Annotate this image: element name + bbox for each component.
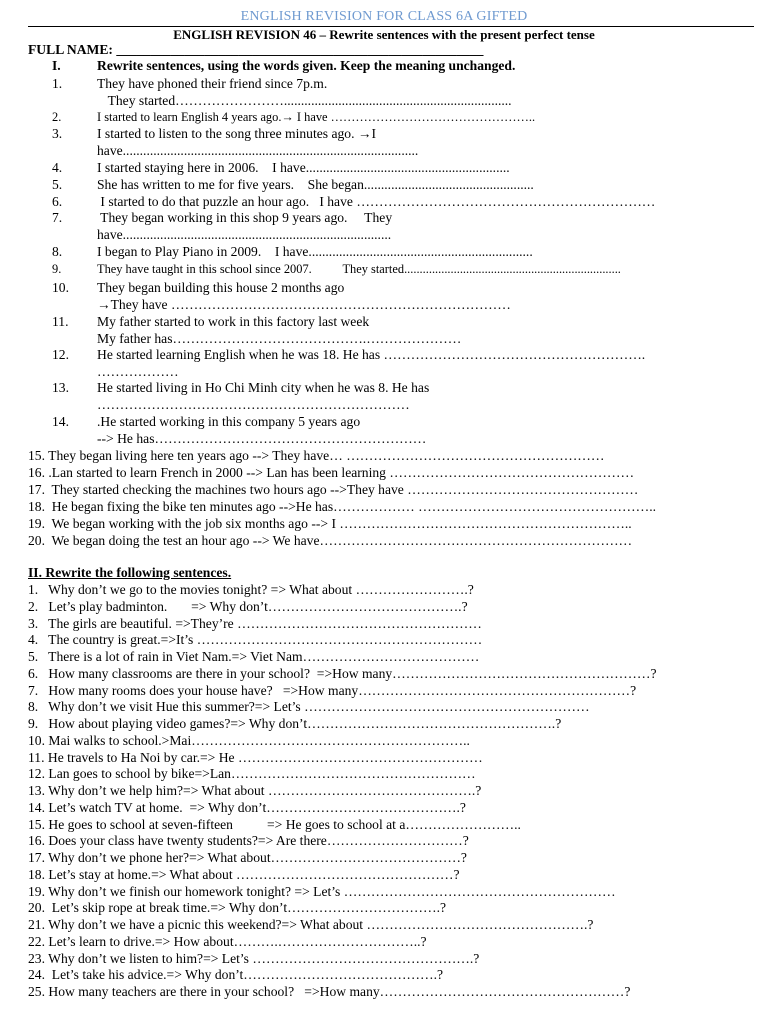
item-number: 11. <box>52 314 69 329</box>
item-number: 3. <box>52 126 63 141</box>
list-item: 24. Let’s take his advice.=> Why don’t…………………………………….? <box>28 967 444 983</box>
item-text: I started to listen to the song three minutes ago. →I <box>97 126 376 141</box>
item-answer-line: have....................................................................................... <box>97 143 419 158</box>
list-item: 15. He goes to school at seven-fifteen => He goes to school at a…………………….. <box>28 816 521 832</box>
list-item: 10. Mai walks to school.>Mai…………………………………………………….. <box>28 732 470 748</box>
full-name-line: FULL NAME: ______________________________________________________ <box>28 42 484 57</box>
item-answer-line: →They have ………………………………………………………………… <box>97 297 511 312</box>
list-item: 7. How many rooms does your house have? =>How many……………………………………………………? <box>28 682 637 698</box>
item-answer-line: …………………………………………………………… <box>97 397 410 412</box>
list-item: 20. We began doing the test an hour ago --> We have…………………………………………………………… <box>28 533 633 548</box>
list-item: 11. He travels to Ha Noi by car.=> He ……………………………………………… <box>28 749 483 765</box>
item-text: .He started working in this company 5 years ago <box>97 414 361 429</box>
item-number: 5. <box>52 177 63 192</box>
list-item: 15. They began living here ten years ago --> They have… ………………………………………………… <box>28 448 605 463</box>
item-text: She has written to me for five years. She began.................................................. <box>97 177 534 192</box>
list-item: 25. How many teachers are there in your school? =>How many………………………………………………? <box>28 984 631 999</box>
item-number: 1. <box>52 76 63 91</box>
list-item: 20. Let’s skip rope at break time.=> Why don’t…………………………….? <box>28 900 447 916</box>
item-text: I began to Play Piano in 2009. I have.................................................................. <box>97 244 533 259</box>
list-item: 16. Does your class have twenty students?=> Are there…………………………? <box>28 833 469 849</box>
list-item: 16. .Lan started to learn French in 2000 --> Lan has been learning ……………………………………………… <box>28 465 635 480</box>
item-number: 13. <box>52 380 69 395</box>
item-number: 14. <box>52 414 69 429</box>
item-text: He started living in Ho Chi Minh city when he was 8. He has <box>97 380 430 395</box>
list-item: 1. Why don’t we go to the movies tonight? => What about …………………….? <box>28 582 474 597</box>
list-item: 22. Let’s learn to drive.=> How about……….…………………………..? <box>28 933 427 949</box>
list-item: 19. Why don’t we finish our homework tonight? => Let’s …………………………………………………… <box>28 883 616 899</box>
list-item: 9. How about playing video games?=> Why don’t……………………………………………….? <box>28 716 562 731</box>
item-text: They have taught in this school since 2007. They started...................................................................... <box>97 262 621 276</box>
list-item: 6. How many classrooms are there in your school? =>How many…………………………………………………? <box>28 665 657 681</box>
list-item: 14. Let’s watch TV at home. => Why don’t…………………………………….? <box>28 799 466 815</box>
section2-heading: II. Rewrite the following sentences. <box>28 565 232 580</box>
list-item: 23. Why don’t we listen to him?=> Let’s ………………………………………….? <box>28 950 480 966</box>
list-item: 4. The country is great.=>It’s ……………………………………………………… <box>28 632 483 648</box>
list-item: 18. He began fixing the bike ten minutes ago -->He has……………… …………………………………………….. <box>28 499 656 514</box>
list-item: 21. Why don’t we have a picnic this weekend?=> What about ………………………………………….? <box>28 917 594 932</box>
list-item: 12. Lan goes to school by bike=>Lan……………………………………………… <box>28 766 476 782</box>
list-item: 17. They started checking the machines two hours ago -->They have …………………………………………… <box>28 482 639 497</box>
item-answer-line: have............................................................................... <box>97 227 392 242</box>
item-number: 10. <box>52 280 69 295</box>
document-title: ENGLISH REVISION 46 – Rewrite sentences with the present perfect tense <box>173 27 595 42</box>
list-item: 19. We began working with the job six months ago --> I ……………………………………………………….. <box>28 516 632 531</box>
list-item: 17. Why don’t we phone her?=> What about……………………………………? <box>28 850 467 865</box>
item-text: He started learning English when he was 18. He has …………………………………………………. <box>97 347 646 362</box>
list-item: 18. Let’s stay at home.=> What about …………………………………………? <box>28 866 460 882</box>
item-text: I started to do that puzzle an hour ago. I have ………………………………………………………… <box>97 194 656 209</box>
list-item: 8. Why don’t we visit Hue this summer?=> Let’s ……………………………………………………… <box>28 699 590 715</box>
item-text: My father started to work in this factory last week <box>97 314 370 329</box>
list-item: 5. There is a lot of rain in Viet Nam.=> Viet Nam………………………………… <box>28 649 480 664</box>
list-item: 13. Why don’t we help him?=> What about ……………………………………….? <box>28 783 482 798</box>
item-number: 12. <box>52 347 69 362</box>
item-number: 2. <box>52 110 62 124</box>
item-answer-line: My father has…………………………………….………………… <box>97 331 462 346</box>
item-text: I started to learn English 4 years ago.→ I have ………………………………………….. <box>97 110 536 124</box>
item-text: They began working in this shop 9 years ago. They <box>97 210 393 225</box>
section1-heading: Rewrite sentences, using the words given. Keep the meaning unchanged. <box>97 58 516 73</box>
item-answer-line: ……………… <box>97 364 179 379</box>
item-number: 7. <box>52 210 63 225</box>
list-item: 3. The girls are beautiful. =>They’re ……………………………………………… <box>28 615 482 631</box>
item-answer-line: They started……………………................................................................... <box>97 93 505 108</box>
item-number: 8. <box>52 244 63 259</box>
item-answer-line: --> He has…………………………………………………… <box>97 431 427 446</box>
item-number: 9. <box>52 262 62 276</box>
list-item: 2. Let’s play badminton. => Why don’t…………………………………….? <box>28 598 468 614</box>
item-text: They have phoned their friend since 7p.m. <box>97 76 328 91</box>
section1-number: I. <box>52 58 61 73</box>
item-number: 4. <box>52 160 63 175</box>
header-title: ENGLISH REVISION FOR CLASS 6A GIFTED <box>240 9 528 24</box>
item-text: I started staying here in 2006. I have............................................................ <box>97 160 510 175</box>
item-number: 6. <box>52 194 63 209</box>
item-text: They began building this house 2 months ago <box>97 280 345 295</box>
